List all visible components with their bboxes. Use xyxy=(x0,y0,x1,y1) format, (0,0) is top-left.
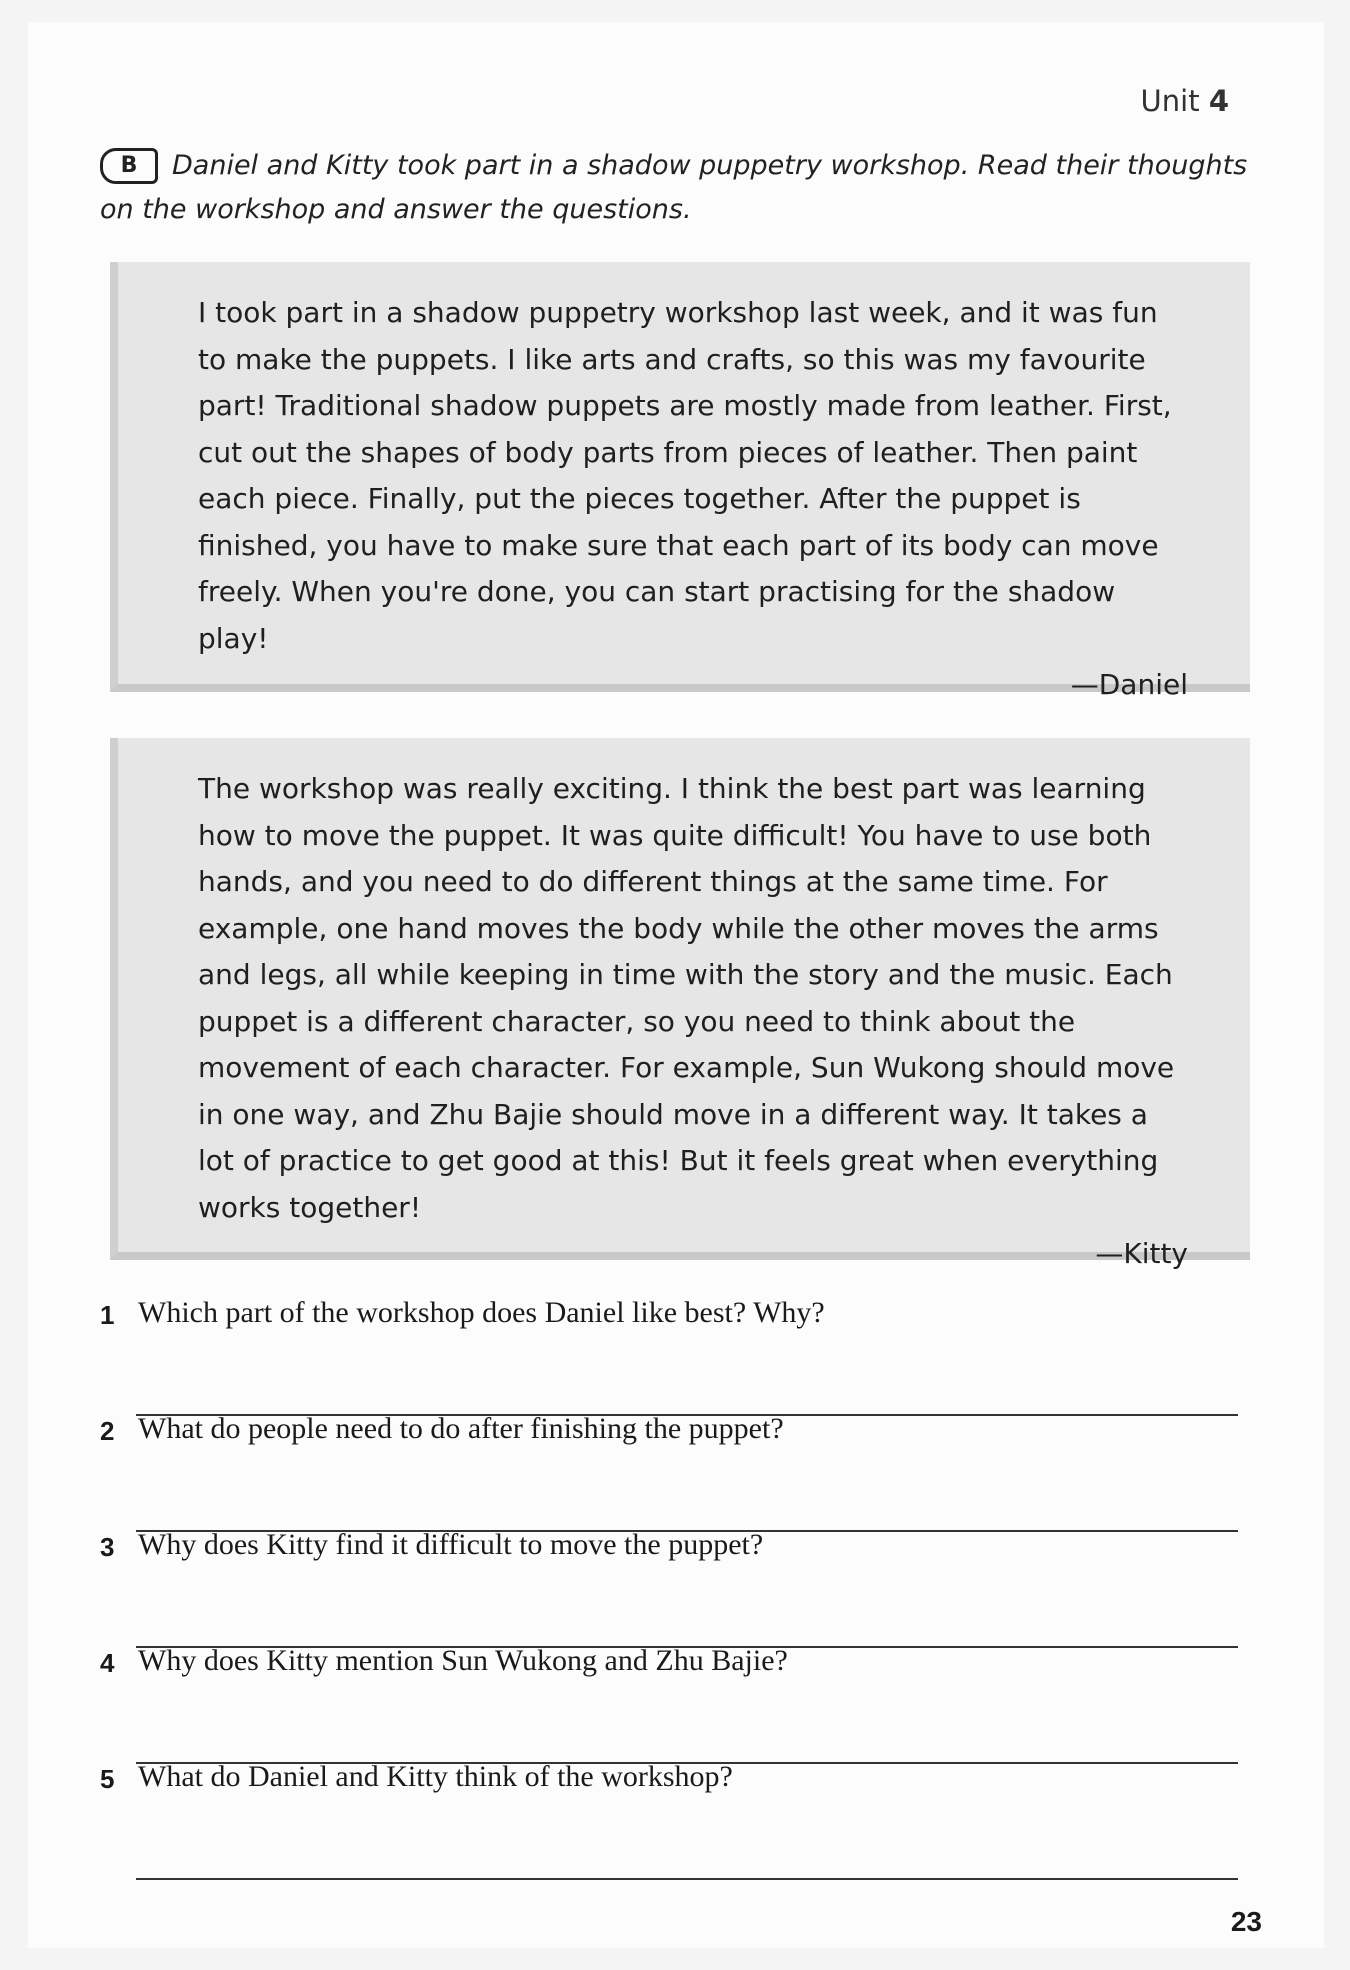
passage-kitty xyxy=(110,738,1250,1270)
question-number: 4 xyxy=(100,1648,115,1678)
section-badge: B xyxy=(100,148,158,184)
question-number: 5 xyxy=(100,1764,115,1794)
page-number: 23 xyxy=(1230,1906,1262,1937)
passage-kitty-text: The workshop was really exciting. I think the best part was learning how to move the puppet. It was quite difficult! You have to use both hands, and you need to do different things at the same time. For example, one hand moves the body while the other moves the arms and legs, all while keeping in time with the story and the music. Each puppet is a different character, so you need to think about the movement of each character. For example, Sun Wukong should move in one way, and Zhu Bajie should move in a different way. It takes a lot of practice to get good at this! But it feels great when everything works together! xyxy=(198,772,1175,1224)
unit-word: Unit xyxy=(1140,84,1200,118)
question-list xyxy=(100,1294,1238,1874)
question-item xyxy=(100,1526,1238,1642)
question-text: What do Daniel and Kitty think of the workshop? xyxy=(138,1760,733,1793)
answer-field[interactable] xyxy=(136,1844,1238,1880)
unit-label xyxy=(1141,84,1229,118)
question-item xyxy=(100,1758,1238,1874)
passage-kitty-author: —Kitty xyxy=(1095,1237,1188,1270)
unit-number: 4 xyxy=(1208,84,1229,118)
question-text: What do people need to do after finishing the puppet? xyxy=(138,1412,784,1445)
question-text: Which part of the workshop does Daniel like best? Why? xyxy=(138,1296,825,1329)
passage-daniel-author: —Daniel xyxy=(1070,668,1188,701)
instruction-text: Daniel and Kitty took part in a shadow puppetry workshop. Read their thoughts on the workshop and answer the questions. xyxy=(100,150,1248,225)
passage-daniel xyxy=(110,262,1250,701)
question-number: 1 xyxy=(100,1300,115,1330)
passage-daniel-text: I took part in a shadow puppetry workshop last week, and it was fun to make the puppets. I like arts and crafts, so this was my favourite part! Traditional shadow puppets are mostly made from leather. First, cut out the shapes of body parts from pieces of leather. Then paint each piece. Finally, put the pieces together. After the puppet is finished, you have to make sure that each part of its body can move freely. When you're done, you can start practising for the shadow play! xyxy=(198,296,1172,655)
question-item xyxy=(100,1642,1238,1758)
question-item xyxy=(100,1294,1238,1410)
section-instruction xyxy=(100,144,1250,232)
question-number: 2 xyxy=(100,1416,115,1446)
question-text: Why does Kitty find it difficult to move the puppet? xyxy=(138,1528,764,1561)
question-item xyxy=(100,1410,1238,1526)
question-number: 3 xyxy=(100,1532,115,1562)
question-text: Why does Kitty mention Sun Wukong and Zhu Bajie? xyxy=(138,1644,788,1677)
